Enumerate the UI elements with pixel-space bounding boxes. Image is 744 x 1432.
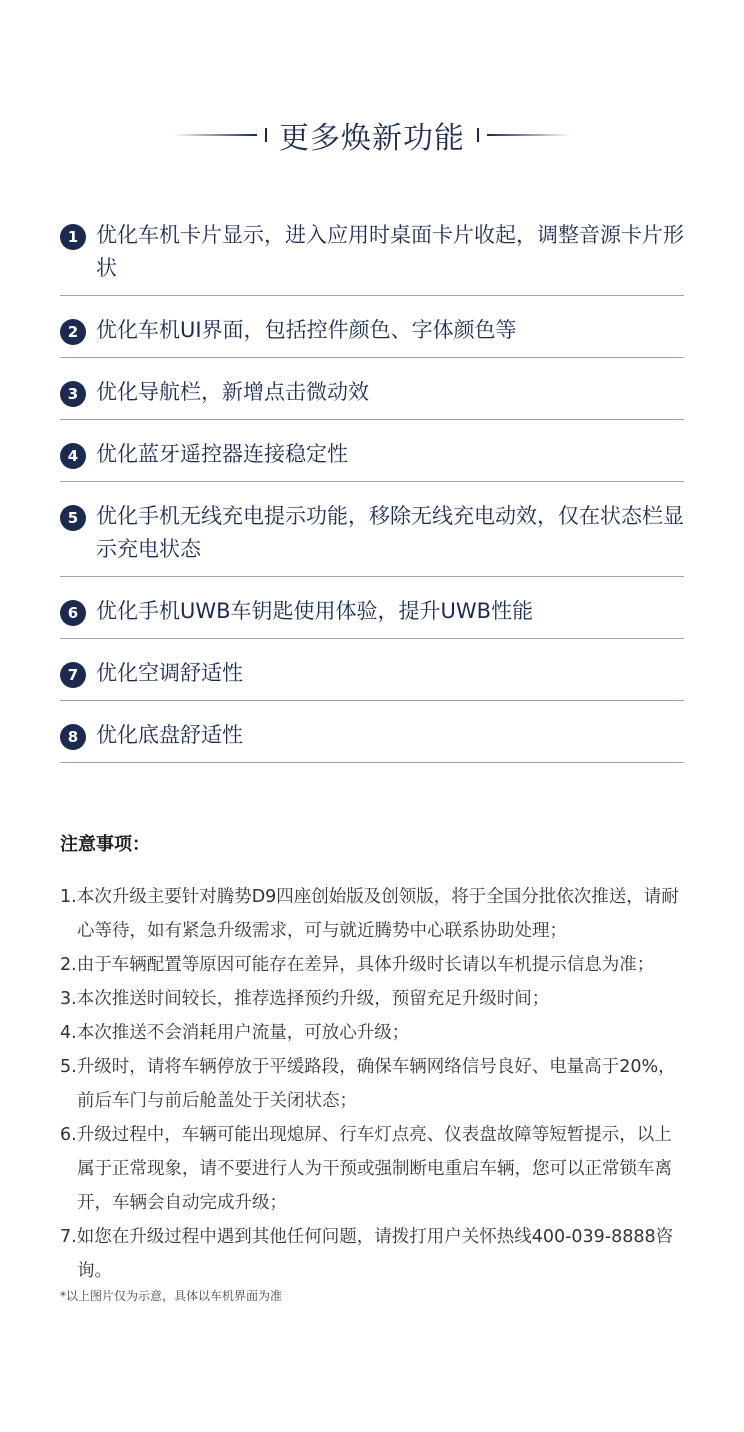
section-header	[0, 110, 744, 160]
feature-text: 优化底盘舒适性	[96, 723, 243, 747]
note-item-1: 1.本次升级主要针对腾势D9四座创始版及创领版，将于全国分批依次推送，请耐心等待，如有紧急升级需求，可与就近腾势中心联系协助处理；	[60, 887, 679, 941]
feature-number-badge: 2	[60, 319, 86, 345]
note-item-5: 5.升级时，请将车辆停放于平缓路段，确保车辆网络信号良好、电量高于20%，前后车门与前后舱盖处于关闭状态；	[60, 1057, 676, 1111]
note-item-4: 4.本次推送不会消耗用户流量，可放心升级；	[60, 1023, 410, 1043]
notes-title: 注意事项：	[60, 834, 150, 855]
feature-item-3	[60, 372, 684, 420]
header-left-tick	[265, 128, 267, 142]
note-item-2: 2.由于车辆配置等原因可能存在差异，具体升级时长请以车机提示信息为准；	[60, 955, 655, 975]
feature-text: 优化手机UWB车钥匙使用体验，提升UWB性能	[96, 599, 534, 623]
header-right-tick	[477, 128, 479, 142]
feature-text: 优化车机UI界面，包括控件颜色、字体颜色等	[96, 318, 517, 342]
note-item-7: 7.如您在升级过程中遇到其他任何问题，请拨打用户关怀热线400-039-8888咨询。	[60, 1227, 674, 1281]
note-item-6: 6.升级过程中，车辆可能出现熄屏、行车灯点亮、仪表盘故障等短暂提示，以上属于正常现象，请不要进行人为干预或强制断电重启车辆，您可以正常锁车离开，车辆会自动完成升级；	[60, 1125, 672, 1213]
feature-text: 优化蓝牙遥控器连接稳定性	[96, 442, 348, 466]
feature-item-8	[60, 715, 684, 763]
footnote: *以上图片仅为示意，具体以车机界面为准	[60, 1289, 283, 1303]
feature-item-2	[60, 310, 684, 358]
feature-text: 优化空调舒适性	[96, 661, 243, 685]
feature-list	[60, 215, 684, 777]
feature-number-badge: 8	[60, 724, 86, 750]
feature-item-5	[60, 496, 684, 577]
page-title: 更多焕新功能	[279, 121, 465, 156]
feature-item-1	[60, 215, 684, 296]
feature-number-badge: 1	[60, 224, 86, 250]
header-left-line	[173, 134, 257, 136]
notes-list	[60, 880, 688, 1288]
feature-item-4	[60, 434, 684, 482]
feature-number-badge: 7	[60, 662, 86, 688]
feature-item-7	[60, 653, 684, 701]
feature-number-badge: 4	[60, 443, 86, 469]
feature-item-6	[60, 591, 684, 639]
feature-number-badge: 3	[60, 381, 86, 407]
feature-text: 优化导航栏，新增点击微动效	[96, 380, 369, 404]
feature-text: 优化车机卡片显示，进入应用时桌面卡片收起，调整音源卡片形状	[96, 223, 684, 280]
feature-number-badge: 6	[60, 600, 86, 626]
feature-text: 优化手机无线充电提示功能，移除无线充电动效，仅在状态栏显示充电状态	[96, 504, 684, 561]
note-item-3: 3.本次推送时间较长，推荐选择预约升级，预留充足升级时间；	[60, 989, 550, 1009]
header-right-line	[487, 134, 571, 136]
feature-number-badge: 5	[60, 505, 86, 531]
